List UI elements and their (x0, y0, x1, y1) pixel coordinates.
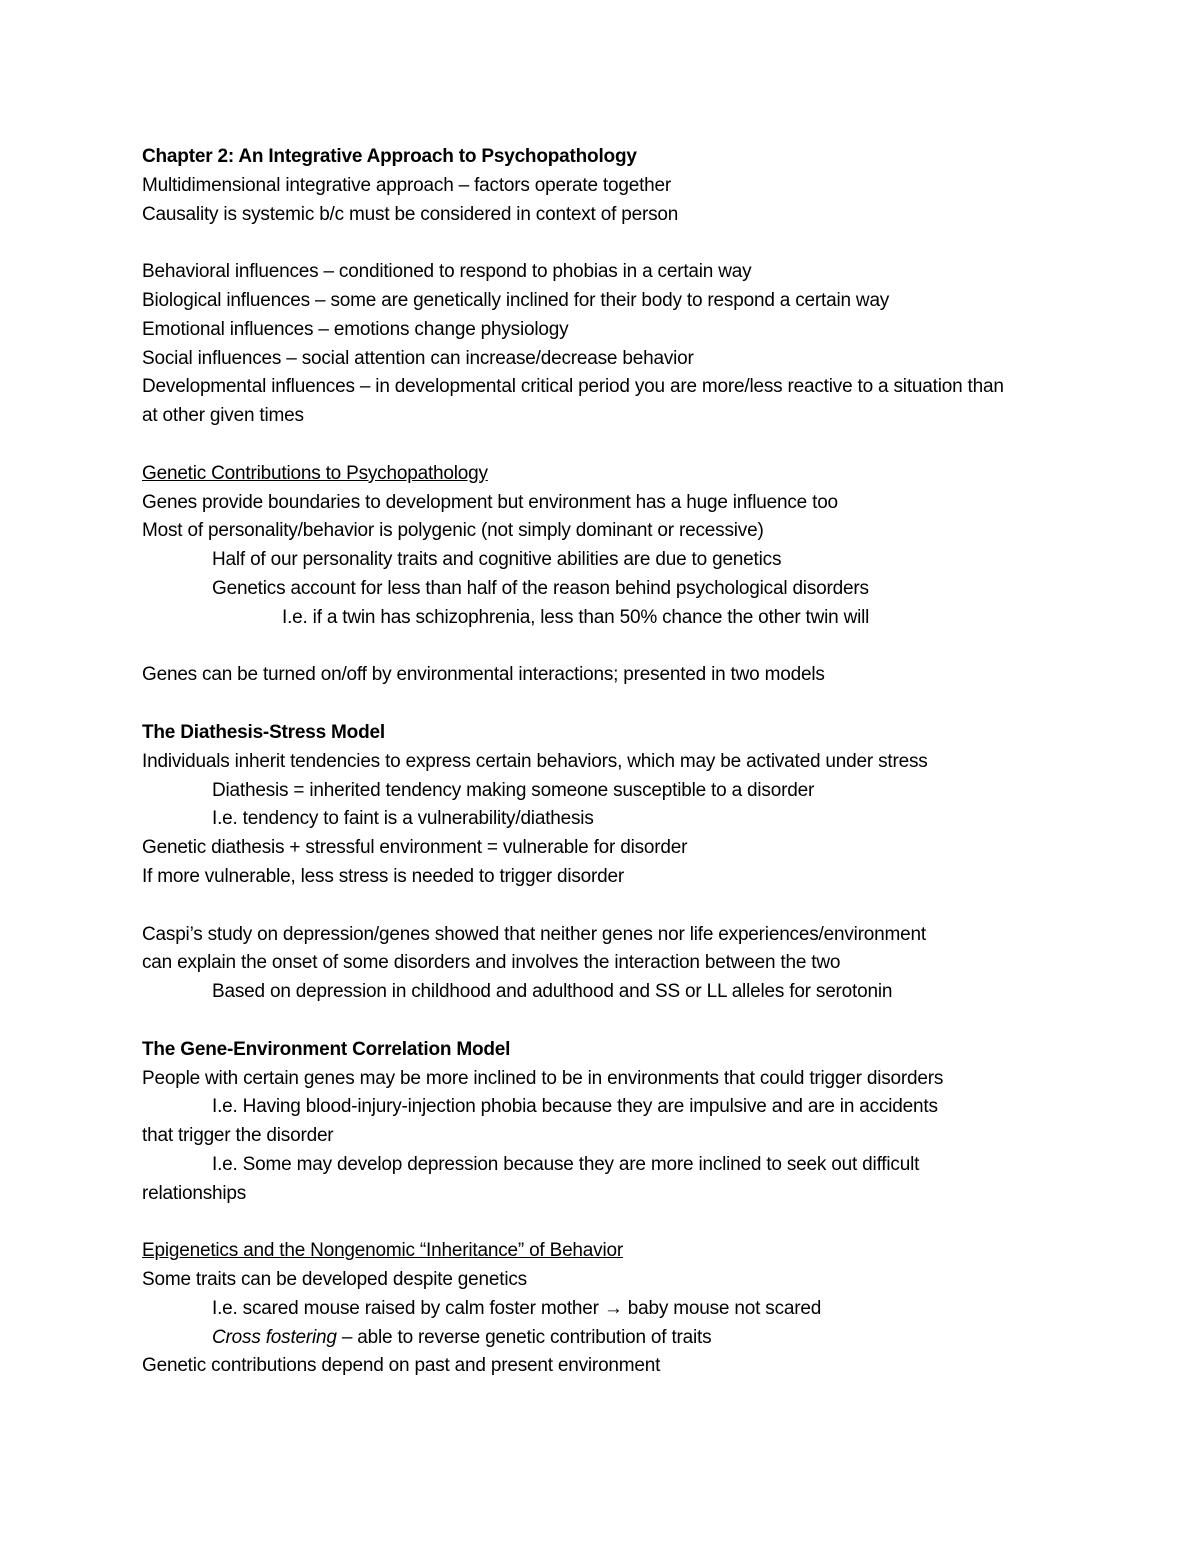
influence-biological: Biological influences – some are genetically inclined for their body to respond a certain way (142, 289, 890, 311)
epigenetics-line-1: Some traits can be developed despite genetics (142, 1269, 527, 1291)
genetic-line-2: Most of personality/behavior is polygenic (not simply dominant or recessive) (142, 520, 764, 542)
epigenetics-example-post: baby mouse not scared (627, 1297, 822, 1319)
diathesis-line-2: Genetic diathesis + stressful environment = vulnerable for disorder (142, 837, 688, 859)
genetic-line-1: Genes provide boundaries to development but environment has a huge influence too (142, 491, 838, 513)
section-heading-diathesis: The Diathesis-Stress Model (142, 721, 385, 743)
genetic-subsub: I.e. if a twin has schizophrenia, less than 50% chance the other twin will (282, 606, 870, 628)
cross-fostering-term: Cross fostering (212, 1326, 337, 1348)
genetic-sub-2: Genetics account for less than half of the reason behind psychological disorders (212, 577, 869, 599)
influence-emotional: Emotional influences – emotions change physiology (142, 318, 569, 340)
right-arrow-icon: → (603, 1297, 623, 1319)
epigenetics-heading-text: Epigenetics and the Nongenomic “Inheritance” of Behavior (142, 1240, 623, 1262)
section-heading-epigenetics (142, 1237, 1142, 1266)
diathesis-line-1: Individuals inherit tendencies to express certain behaviors, which may be activated under stress (142, 750, 928, 772)
spacer (142, 431, 1142, 460)
influence-behavioral: Behavioral influences – conditioned to respond to phobias in a certain way (142, 261, 752, 283)
spacer (142, 1007, 1142, 1036)
spacer (142, 633, 1142, 662)
spacer (142, 690, 1142, 719)
genetic-heading-text: Genetic Contributions to Psychopathology (142, 462, 488, 484)
influence-social: Social influences – social attention can increase/decrease behavior (142, 347, 694, 369)
genetic-models-line: Genes can be turned on/off by environmental interactions; presented in two models (142, 664, 825, 686)
epigenetics-example-pre: I.e. scared mouse raised by calm foster mother (212, 1297, 599, 1319)
section-heading-correlation: The Gene-Environment Correlation Model (142, 1038, 511, 1060)
section-heading-genetic (142, 460, 1142, 489)
caspi-line-2: can explain the onset of some disorders and involves the interaction between the two (142, 952, 841, 974)
document-page (142, 143, 1142, 1381)
page-title: Chapter 2: An Integrative Approach to Psychopathology (142, 146, 637, 167)
cross-fostering-definition: – able to reverse genetic contribution of traits (336, 1326, 712, 1348)
intro-line-2: Causality is systemic b/c must be considered in context of person (142, 203, 679, 225)
correlation-example-1b: that trigger the disorder (142, 1125, 334, 1147)
spacer (142, 1208, 1142, 1237)
epigenetics-example (142, 1295, 1142, 1324)
diathesis-line-3: If more vulnerable, less stress is needed to trigger disorder (142, 865, 625, 887)
correlation-line-1: People with certain genes may be more inclined to be in environments that could trigger disorders (142, 1067, 944, 1089)
diathesis-sub-1: Diathesis = inherited tendency making someone susceptible to a disorder (212, 779, 815, 801)
genetic-sub-1: Half of our personality traits and cognitive abilities are due to genetics (212, 549, 782, 571)
correlation-example-2b: relationships (142, 1182, 247, 1204)
correlation-example-1a: I.e. Having blood-injury-injection phobia because they are impulsive and are in accidents (212, 1096, 938, 1118)
diathesis-sub-2: I.e. tendency to faint is a vulnerability/diathesis (212, 808, 594, 830)
influence-developmental: Developmental influences – in developmental critical period you are more/less reactive to a situation than at other given times (142, 376, 1004, 427)
correlation-example-2a: I.e. Some may develop depression because they are more inclined to seek out difficult (212, 1153, 920, 1175)
cross-fostering-line (142, 1324, 1142, 1353)
caspi-sub: Based on depression in childhood and adulthood and SS or LL alleles for serotonin (212, 981, 893, 1003)
epigenetics-line-2: Genetic contributions depend on past and present environment (142, 1355, 661, 1377)
spacer (142, 229, 1142, 258)
intro-line-1: Multidimensional integrative approach – factors operate together (142, 174, 672, 196)
caspi-line-1: Caspi’s study on depression/genes showed that neither genes nor life experiences/environment (142, 923, 926, 945)
spacer (142, 892, 1142, 921)
